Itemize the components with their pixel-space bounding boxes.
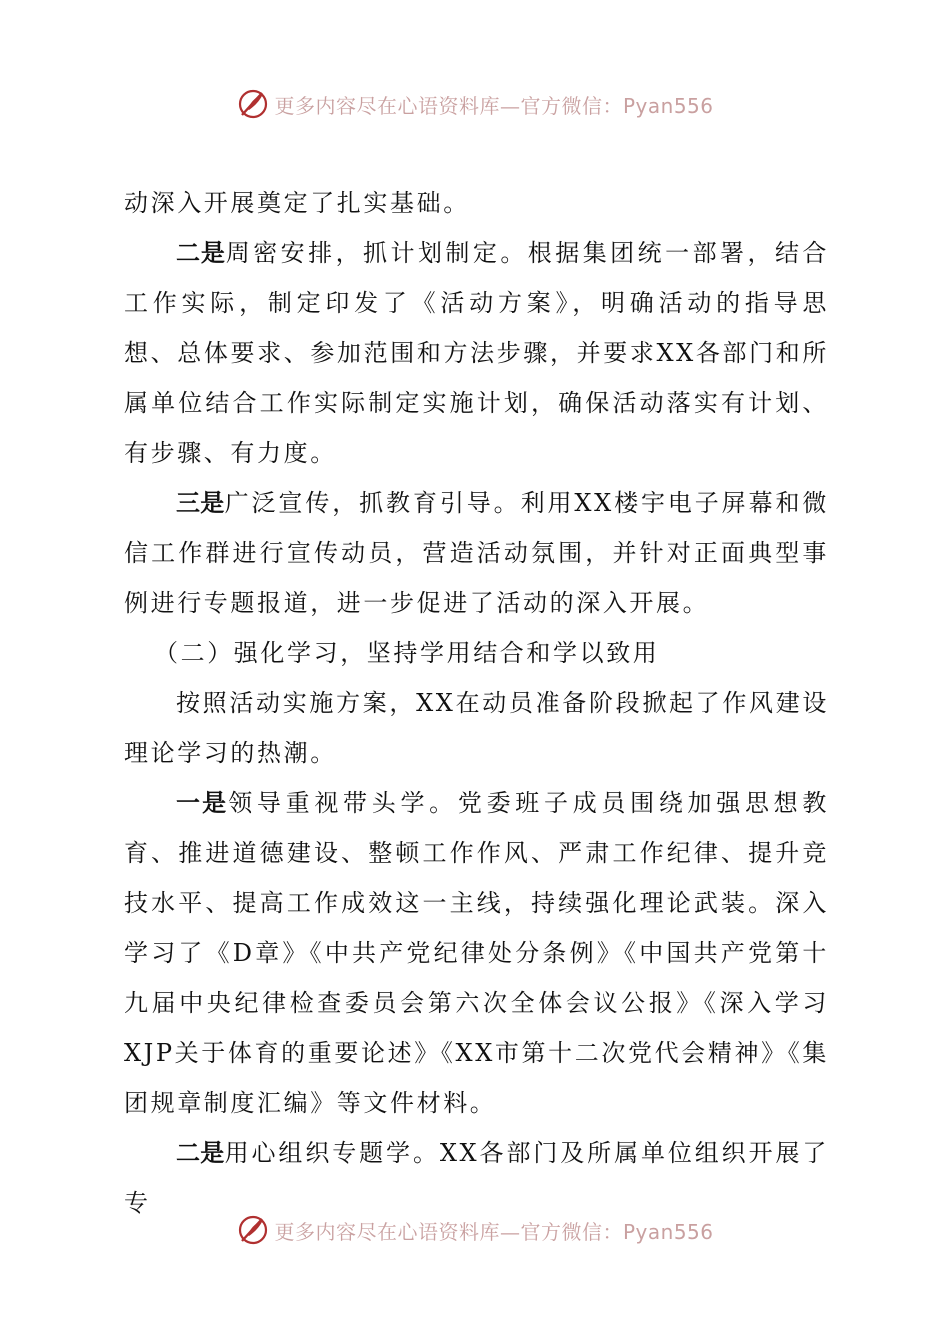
quill-logo-icon — [236, 1213, 270, 1247]
watermark-wechat: Pyan556 — [622, 93, 714, 118]
quill-logo-icon — [236, 87, 270, 121]
watermark-text: 更多内容尽在心语资料库—官方微信： — [274, 93, 623, 118]
paragraph-continuation: 动深入开展奠定了扎实基础。 — [124, 189, 470, 217]
paragraph-item-1: 一是领导重视带头学。党委班子成员围绕加强思想教育、推进道德建设、整顿工作作风、严肃工作纪律、提升竞技水平、提高工作成效这一主线，持续强化理论武装。深入学习了《D章》《中共产党纪律处分条例》《中国共产党第十九届中央纪律检查委员会第六次全体会议公报》《深入学习XJP关于体育的重要论述》《XX市第十二次党代会精神》《集团规章制度汇编》等文件材料。 — [124, 788, 829, 1117]
watermark-wechat: Pyan556 — [622, 1219, 714, 1244]
document-body — [124, 178, 829, 1228]
paragraph-item-3: 三是广泛宣传，抓教育引导。利用XX楼宇电子屏幕和微信工作群进行宣传动员，营造活动氛围，并针对正面典型事例进行专题报道，进一步促进了活动的深入开展。 — [124, 488, 830, 617]
section-heading: （二）强化学习，坚持学用结合和学以致用 — [154, 639, 660, 667]
header-watermark — [0, 84, 950, 124]
paragraph-item-2: 二是周密安排，抓计划制定。根据集团统一部署，结合工作实际，制定印发了《活动方案》，明确活动的指导思想、总体要求、参加范围和方法步骤，并要求XX各部门和所属单位结合工作实际制定实施计划，确保活动落实有计划、有步骤、有力度。 — [124, 238, 830, 467]
paragraph-item-2b: 二是用心组织专题学。XX各部门及所属单位组织开展了专 — [124, 1138, 830, 1217]
footer-watermark — [0, 1210, 950, 1250]
paragraph-intro: 按照活动实施方案，XX在动员准备阶段掀起了作风建设理论学习的热潮。 — [124, 689, 829, 767]
watermark-text: 更多内容尽在心语资料库—官方微信： — [274, 1219, 623, 1244]
